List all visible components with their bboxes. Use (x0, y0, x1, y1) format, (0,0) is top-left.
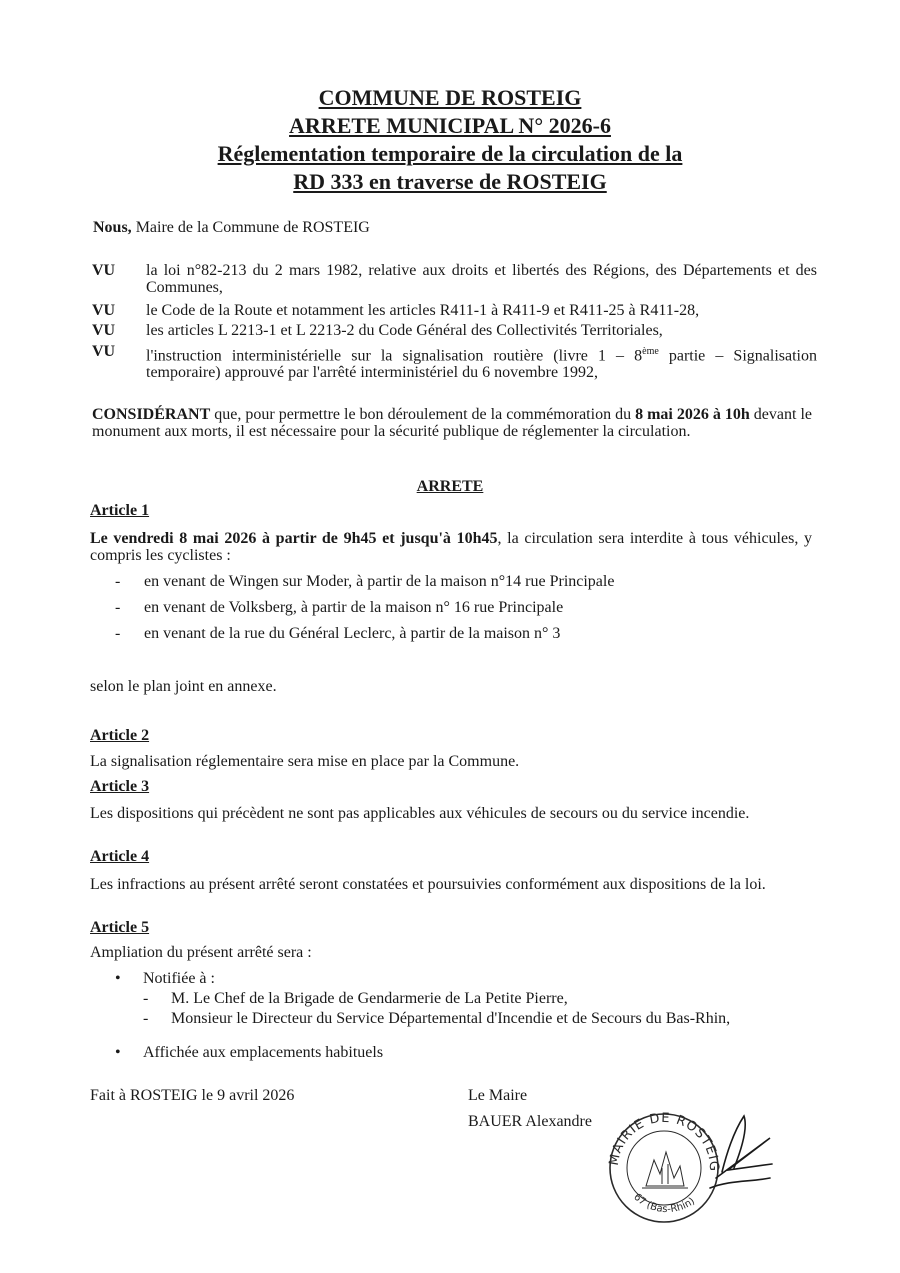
article-5-title: Article 5 (90, 919, 150, 936)
bullet: • (115, 970, 121, 987)
stamp-text-top: MAIRIE DE ROSTEIG (606, 1110, 722, 1173)
preamble-nous: Nous, (93, 219, 132, 236)
arrete-heading: ARRETE (416, 478, 484, 495)
article-1-item: en venant de Volksberg, à partir de la maison n° 16 rue Principale (144, 599, 564, 616)
vu-label: VU (92, 302, 116, 319)
vu4-part2: partie – Signalisation temporaire) approuvé par l'arrêté interministériel du 6 novembre 1992, (146, 347, 817, 382)
vu-item (92, 302, 817, 319)
article-1-text (90, 530, 812, 564)
subject-line-1: Réglementation temporaire de la circulation de la (217, 141, 683, 166)
vu-text: le Code de la Route et notamment les articles R411-1 à R411-9 et R411-25 à R411-28, (146, 302, 700, 319)
article-1-title: Article 1 (90, 502, 150, 519)
article-1-item: en venant de Wingen sur Moder, à partir de la maison n°14 rue Principale (144, 573, 615, 590)
commune-title: COMMUNE DE ROSTEIG (318, 85, 582, 110)
vu-label: VU (92, 262, 116, 279)
article-1-bold: Le vendredi 8 mai 2026 à partir de 9h45 et jusqu'à 10h45 (90, 530, 498, 547)
bullet: • (115, 1044, 121, 1061)
article-1-annex: selon le plan joint en annexe. (90, 678, 277, 695)
article-5-posted: Affichée aux emplacements habituels (143, 1044, 384, 1061)
vu-label: VU (92, 322, 116, 339)
preamble-maire: Maire de la Commune de ROSTEIG (131, 219, 370, 236)
considerant-date: 8 mai 2026 à 10h (635, 406, 750, 423)
mairie-stamp (604, 1108, 774, 1228)
article-5-notified: Notifiée à : (143, 970, 215, 987)
article-1-rest: , la circulation sera interdite à tous véhicules, y compris les cyclistes : (90, 530, 812, 564)
header-block (0, 84, 900, 196)
vu-item (92, 322, 817, 339)
article-4-text: Les infractions au présent arrêté seront constatées et poursuivies conformément aux dispositions de la loi. (90, 876, 766, 893)
list-item (115, 1044, 383, 1061)
svg-text:67 (Bas-Rhin) (631, 1192, 697, 1215)
list-item: - Monsieur le Directeur du Service Départemental d'Incendie et de Secours du Bas-Rhin, (143, 1010, 731, 1027)
vu4-sup: ème (642, 346, 659, 357)
article-5-recipient: Monsieur le Directeur du Service Départemental d'Incendie et de Secours du Bas-Rhin, (171, 1010, 731, 1027)
stamp-emblem (642, 1152, 688, 1188)
subject-line-2: RD 333 en traverse de ROSTEIG (293, 169, 607, 194)
considerant-text-1: que, pour permettre le bon déroulement de la commémoration du (210, 406, 636, 423)
preamble (93, 219, 370, 236)
list-item: - M. Le Chef de la Brigade de Gendarmerie de La Petite Pierre, (143, 990, 568, 1007)
article-5-recipient: M. Le Chef de la Brigade de Gendarmerie de La Petite Pierre, (171, 990, 568, 1007)
article-4-title: Article 4 (90, 848, 150, 865)
vu-item (92, 343, 817, 381)
list-item: - en venant de Volksberg, à partir de la maison n° 16 rue Principale (115, 599, 564, 616)
stamp-text-bottom: 67 (Bas-Rhin) (631, 1191, 698, 1216)
article-5-intro: Ampliation du présent arrêté sera : (90, 944, 312, 961)
vu-text: les articles L 2213-1 et L 2213-2 du Code Général des Collectivités Territoriales, (146, 322, 663, 339)
article-3-text: Les dispositions qui précèdent ne sont pas applicables aux véhicules de secours ou du service incendie. (90, 805, 750, 822)
article-1-item: en venant de la rue du Général Leclerc, à partir de la maison n° 3 (144, 625, 561, 642)
considerant-paragraph (92, 406, 812, 440)
article-2-text: La signalisation réglementaire sera mise en place par la Commune. (90, 753, 520, 770)
list-item (115, 970, 215, 987)
article-3-title: Article 3 (90, 778, 150, 795)
vu-label: VU (92, 343, 116, 360)
vu-text (146, 343, 817, 381)
considerant-text-2: devant le monument aux morts, il est nécessaire pour la sécurité publique de réglementer la circulation. (92, 406, 813, 440)
list-item: - en venant de la rue du Général Leclerc, à partir de la maison n° 3 (115, 625, 561, 642)
vu-text: la loi n°82-213 du 2 mars 1982, relative aux droits et libertés des Régions, des Départements et des Communes, (146, 262, 817, 296)
signature-name: BAUER Alexandre (468, 1113, 592, 1130)
arrete-number: ARRETE MUNICIPAL N° 2026-6 (289, 113, 611, 138)
vu-item (92, 262, 817, 296)
considerant-label: CONSIDÉRANT (92, 406, 211, 423)
handwritten-signature (710, 1116, 772, 1188)
vu4-part1: l'instruction interministérielle sur la signalisation routière (livre 1 – 8 (146, 347, 643, 365)
place-date: Fait à ROSTEIG le 9 avril 2026 (90, 1087, 295, 1104)
list-item: - en venant de Wingen sur Moder, à partir de la maison n°14 rue Principale (115, 573, 615, 590)
svg-text:MAIRIE DE ROSTEIG (607, 1111, 721, 1172)
article-2-title: Article 2 (90, 727, 150, 744)
signature-role: Le Maire (468, 1087, 528, 1104)
